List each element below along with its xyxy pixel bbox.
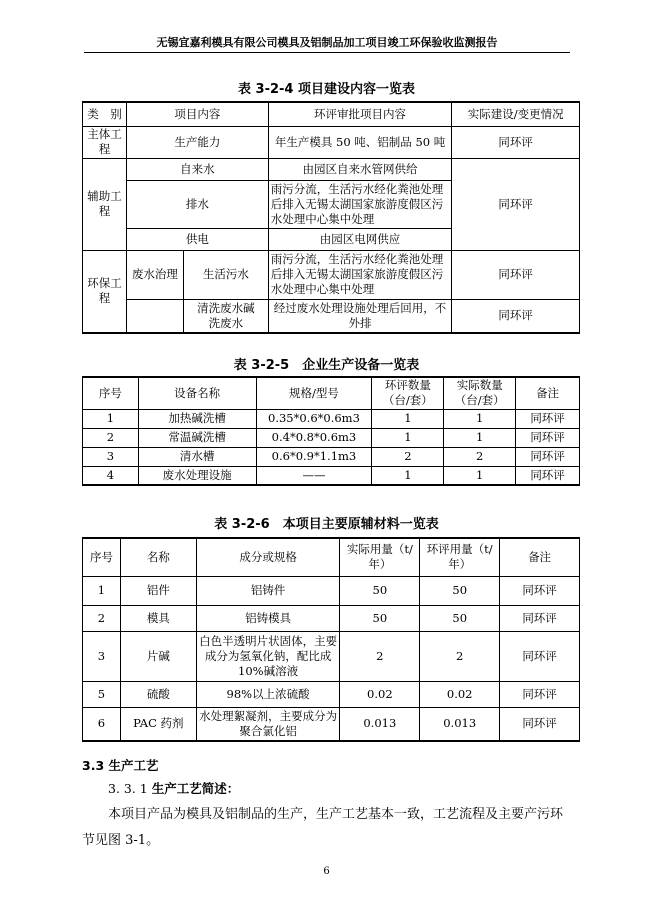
cell: 铝件 [120,576,196,605]
item-cell: 排水 [126,180,268,228]
table-row [83,447,580,466]
column-header: 环评数量（台/套） [372,377,444,409]
header-rule [84,52,570,53]
section-title: 3.3 生产工艺 [82,758,159,773]
cell: 2 [420,631,500,681]
cell: 6 [83,707,121,741]
cell: 2 [340,631,420,681]
cell: 1 [444,409,516,428]
cell: PAC 药剂 [120,707,196,741]
subcategory-cell: 废水治理 [127,251,184,299]
cell: 1 [372,428,444,447]
table-header-row [83,538,580,576]
item-cell: 供电 [126,228,268,250]
cell: 同环评 [500,605,580,631]
paragraph-line: 节见图 3-1。 [82,833,160,848]
cell: 0.013 [340,707,420,741]
actual-cell: 同环评 [452,126,580,158]
cell: 同环评 [500,631,580,681]
category-cell: 环保工程 [83,250,127,333]
cell: 同环评 [516,428,580,447]
column-header: 成分或规格 [196,538,340,576]
column-header: 环评审批项目内容 [268,102,452,126]
table3-caption: 表 3-2-6 本项目主要原辅材料一览表 [214,517,439,532]
cell: 硫酸 [120,681,196,707]
cell: 加热碱洗槽 [138,409,256,428]
env-split-cell [126,299,268,333]
column-header: 实际用量（t/年） [340,538,420,576]
column-header: 项目内容 [126,102,268,126]
cell: 水处理絮凝剂，主要成分为聚合氯化铝 [196,707,340,741]
cell: 1 [83,576,121,605]
column-header: 规格/型号 [256,377,372,409]
table-materials [82,537,580,742]
column-header: 实际建设/变更情况 [452,102,580,126]
cell: 0.35*0.6*0.6m3 [256,409,372,428]
column-header: 类 别 [83,102,127,126]
approved-cell: 雨污分流，生活污水经化粪池处理后排入无锡太湖国家旅游度假区污水处理中心集中处理 [268,250,452,299]
table-row [83,466,580,485]
table-row [83,158,580,180]
cell: 3 [83,447,139,466]
cell: 2 [372,447,444,466]
cell: 3 [83,631,121,681]
cell: 50 [420,605,500,631]
approved-cell: 由园区电网供应 [268,228,452,250]
cell: 2 [444,447,516,466]
approved-cell: 雨污分流，生活污水经化粪池处理后排入无锡太湖国家旅游度假区污水处理中心集中处理 [268,180,452,228]
table-row [83,299,580,333]
paragraph-line: 本项目产品为模具及铝制品的生产，生产工艺基本一致，工艺流程及主要产污环 [108,807,564,822]
table-header-row [83,102,580,126]
actual-cell: 同环评 [452,158,580,250]
actual-cell: 同环评 [452,250,580,299]
table-construction-content [82,101,580,334]
cell: 同环评 [500,707,580,741]
table-row [83,126,580,158]
subsection-heading: 生产工艺简述： [151,781,240,796]
cell: 白色半透明片状固体，主要成分为氢氧化钠，配比成 10%碱溶液 [196,631,340,681]
cell: 模具 [120,605,196,631]
item-cell: 清洗废水碱洗废水 [197,300,255,330]
category-cell: 主体工程 [83,126,127,158]
column-header: 名称 [120,538,196,576]
cell: 1 [444,466,516,485]
cell: 1 [372,466,444,485]
approved-cell: 年生产模具 50 吨、铝制品 50 吨 [268,126,452,158]
table1-caption: 表 3-2-4 项目建设内容一览表 [238,82,415,97]
table-row [83,681,580,707]
table-row [83,576,580,605]
approved-cell: 经过废水处理设施处理后回用，不外排 [268,299,452,333]
cell: 同环评 [516,447,580,466]
column-header: 备注 [500,538,580,576]
cell: 2 [83,428,139,447]
page-number: 6 [323,866,330,877]
cell: 0.013 [420,707,500,741]
cell: 同环评 [500,681,580,707]
cell: 铝铸件 [196,576,340,605]
table-row [83,250,580,299]
table-row [83,605,580,631]
cell: 片碱 [120,631,196,681]
cell: 2 [83,605,121,631]
cell: 同环评 [516,409,580,428]
cell: 4 [83,466,139,485]
table2-caption: 表 3-2-5 企业生产设备一览表 [233,358,420,373]
column-header: 环评用量（t/年） [420,538,500,576]
table-row [83,707,580,741]
cell: 50 [340,576,420,605]
subsection-title [108,779,239,797]
env-split-cell [126,250,268,299]
table-header-row [83,377,580,409]
cell: 1 [83,409,139,428]
column-header: 序号 [83,538,121,576]
item-cell: 生产能力 [126,126,268,158]
cell: 同环评 [500,576,580,605]
column-header: 备注 [516,377,580,409]
cell: 50 [420,576,500,605]
cell: 铝铸模具 [196,605,340,631]
cell: 0.02 [420,681,500,707]
category-cell: 辅助工程 [83,158,127,250]
cell: 5 [83,681,121,707]
item-cell: 自来水 [126,158,268,180]
cell: 1 [372,409,444,428]
cell: 同环评 [516,466,580,485]
cell: 常温碱洗槽 [138,428,256,447]
column-header: 设备名称 [138,377,256,409]
page-header: 无锡宜嘉利模具有限公司模具及铝制品加工项目竣工环保验收监测报告 [156,36,498,49]
cell: 0.4*0.8*0.6m3 [256,428,372,447]
column-header: 实际数量（台/套） [444,377,516,409]
cell: 废水处理设施 [138,466,256,485]
table-row [83,409,580,428]
cell: 50 [340,605,420,631]
cell: —— [256,466,372,485]
item-cell: 生活污水 [202,267,249,281]
table-row [83,428,580,447]
approved-cell: 由园区自来水管网供给 [268,158,452,180]
column-header: 序号 [83,377,139,409]
subsection-number: 3. 3. 1 [108,781,152,796]
table-row [83,631,580,681]
actual-cell: 同环评 [452,299,580,333]
cell: 1 [444,428,516,447]
cell: 98%以上浓硫酸 [196,681,340,707]
cell: 清水槽 [138,447,256,466]
table-equipment [82,376,580,486]
cell: 0.02 [340,681,420,707]
cell: 0.6*0.9*1.1m3 [256,447,372,466]
